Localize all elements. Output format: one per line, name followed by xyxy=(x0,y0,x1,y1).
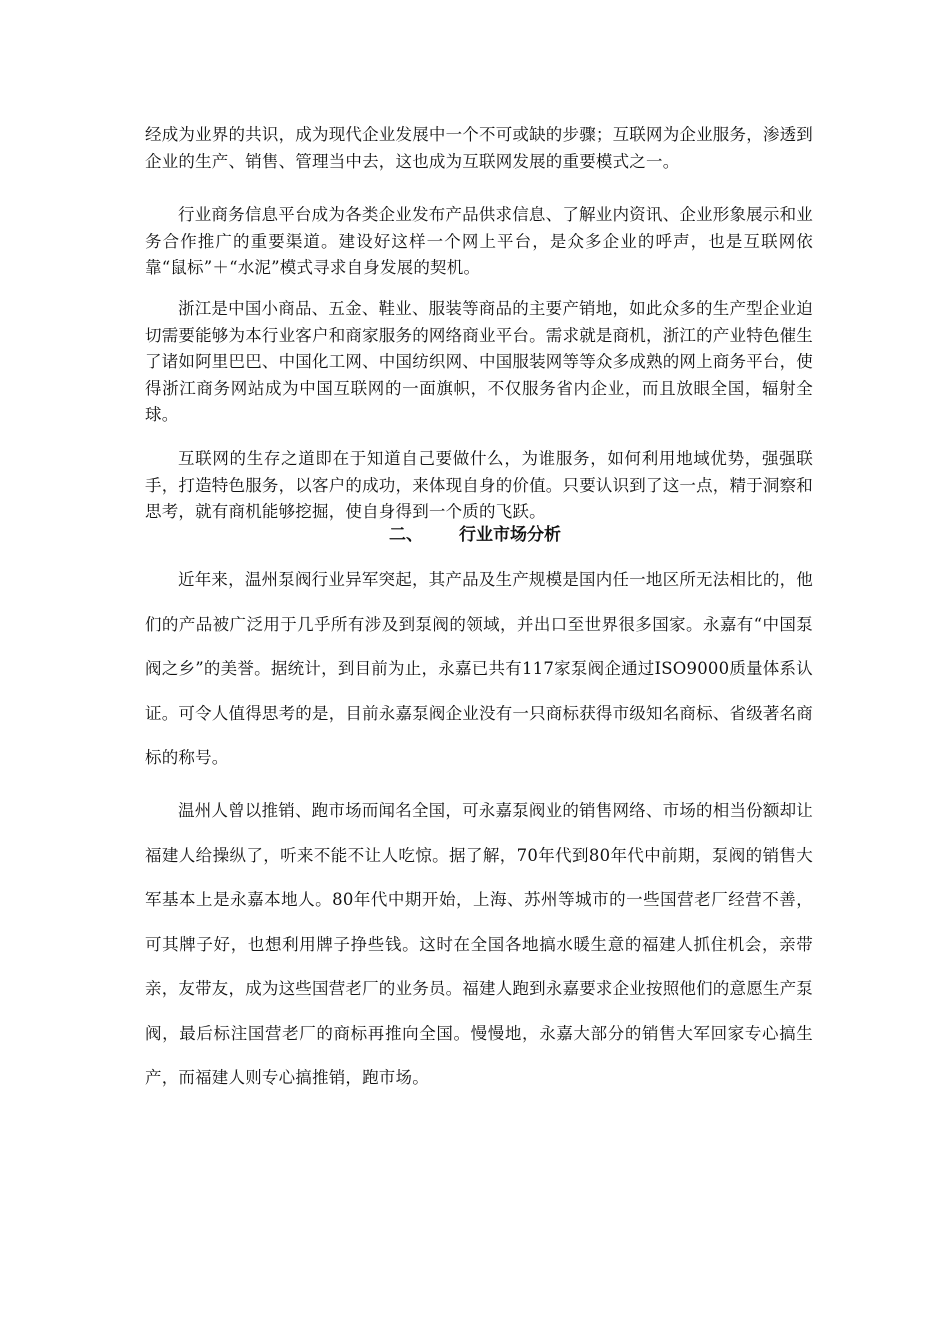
paragraph-internet-survival: 互联网的生存之道即在于知道自己要做什么，为谁服务，如何利用地域优势，强强联手，打造特色服务，以客户的成功，来体现自身的价值。只要认识到了这一点，精于洞察和思考，就有商机能够挖掘，使自身得到一个质的飞跃。 xyxy=(145,449,813,521)
paragraph-fujian-sales: 温州人曾以推销、跑市场而闻名全国，可永嘉泵阀业的销售网络、市场的相当份额却让福建人给操纵了，听来不能不让人吃惊。据了解，70年代到80年代中前期，泵阀的销售大军基本上是永嘉本地人。80年代中期开始，上海、苏州等城市的一些国营老厂经营不善，可其牌子好，也想利用牌子挣些钱。这时在全国各地搞水暖生意的福建人抓住机会，亲带亲，友带友，成为这些国营老厂的业务员。福建人跑到永嘉要求企业按照他们的意愿生产泵阀，最后标注国营老厂的商标再推向全国。慢慢地，永嘉大部分的销售大军回家专心搞生产，而福建人则专心搞推销，跑市场。 xyxy=(145,801,813,1087)
section-title: 行业市场分析 xyxy=(459,525,561,545)
paragraph-business-platform: 行业商务信息平台成为各类企业发布产品供求信息、了解业内资讯、企业形象展示和业务合作推广的重要渠道。建设好这样一个网上平台，是众多企业的呼声，也是互联网依靠“鼠标”＋“水泥”模式寻求自身发展的契机。 xyxy=(145,205,813,277)
paragraph-zhejiang: 浙江是中国小商品、五金、鞋业、服装等商品的主要产销地，如此众多的生产型企业迫切需要能够为本行业客户和商家服务的网络商业平台。需求就是商机，浙江的产业特色催生了诸如阿里巴巴、中国化工网、中国纺织网、中国服装网等等众多成熟的网上商务平台，使得浙江商务网站成为中国互联网的一面旗帜，不仅服务省内企业，而且放眼全国，辐射全球。 xyxy=(145,299,813,424)
section-heading xyxy=(0,522,950,548)
paragraph-intro-continuation: 经成为业界的共识，成为现代企业发展中一个不可或缺的步骤；互联网为企业服务，渗透到企业的生产、销售、管理当中去，这也成为互联网发展的重要模式之一。 xyxy=(145,125,813,171)
section-number: 二、 xyxy=(389,525,423,545)
paragraph-pump-valve-industry: 近年来，温州泵阀行业异军突起，其产品及生产规模是国内任一地区所无法相比的，他们的产品被广泛用于几乎所有涉及到泵阀的领域，并出口至世界很多国家。永嘉有“中国泵阀之乡”的美誉。据统计，到目前为止，永嘉已共有117家泵阀企通过ISO9000质量体系认证。可令人值得思考的是，目前永嘉泵阀企业没有一只商标获得市级知名商标、省级著名商标的称号。 xyxy=(145,570,813,767)
